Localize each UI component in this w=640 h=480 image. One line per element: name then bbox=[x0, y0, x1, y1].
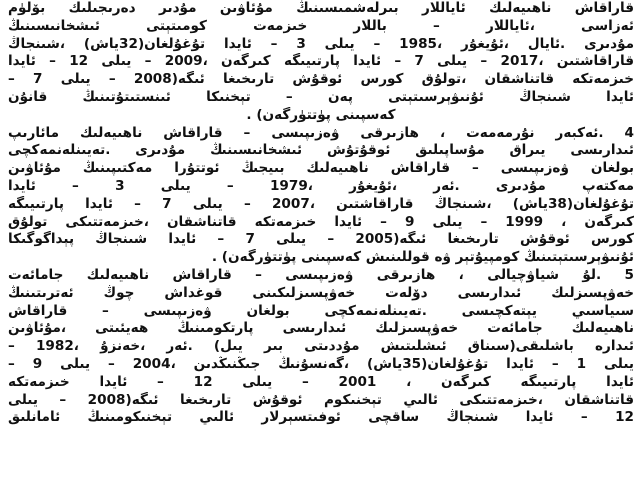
text-line: ئىدارە باشلىقى(سىناق ئىشلىتىش مۇددىتى بىر يىل) .ئەر ،خەنزۇ ،1982 – bbox=[8, 338, 634, 355]
text-line: قاراقاشتىن ،2017 – يىلى 7 – ئايدا پارتىيىگە كىرگەن ،2009 – يىلى 12 – ئايدا bbox=[8, 53, 634, 70]
text-line: 4 .ئەكبەر نۇرمەمەت ، ھازىرقى ۋەزىپىسى – قاراقاش ناھىيەلىك مائارىپ bbox=[8, 124, 634, 141]
text-line: كورس ئوقۇش تارىخىغا ئىگە(2005 – يىلى 7 – ئايدا شىنجاڭ پېداگوگىكا bbox=[8, 231, 634, 248]
text-line: مۇدىرى .ئايال ،ئۇيغۇر ،1985 – يىلى 3 – ئايدا تۇغۇلغان(32ياش) ،شىنجاڭ bbox=[8, 35, 634, 52]
text-line: ناھىيەلىك جامائەت خەۋپسىزلىك ئىدارىسى پارتكومىنىڭ ھەيئىتى ،مۇئاۋىن bbox=[8, 320, 634, 337]
text-line: ئىدارىسى يىراق مۇساپىلىق ئوقۇتۇش ئىشخانىسىنىڭ مۇدىرى .تەيىنلەنمەكچى bbox=[8, 142, 634, 159]
text-line: كەسپىنى پۈتتۈرگەن) . bbox=[246, 106, 396, 123]
text-line: قاراقاش ناھىيەلىك ئاياللار بىرلەشمىسىنىڭ مۇئاۋىن مۇدىر دەرىجىلىك بۆلۈم bbox=[8, 0, 634, 16]
text-line: ئايدا پارتىيىگە كىرگەن ، 2001 – يىلى 12 – ئايدا خىزمەتكە bbox=[8, 373, 634, 390]
text-line: ئايدا شىنجاڭ ئۇنىۋېرسىتېتى پەن – تېخنىكا ئىنستىتۇتىنىڭ قانۇن bbox=[8, 88, 634, 105]
text-line: ئەزاسى ،ئاياللار – باللار خىزمەت كومىتېتى ئىشخانىسىنىڭ bbox=[8, 17, 634, 34]
text-line: خىزمەتكە قاتناشقان ،تولۇق كورس ئوقۇش تارىخىغا ئىگە(2008 – يىلى 7 – bbox=[8, 71, 634, 88]
text-line: 12 – ئايدا شىنجاڭ ساقچى ئوفىتسېرلار ئالىي تېخنىكومىنىڭ ئامانلىق bbox=[8, 409, 634, 426]
text-line: مەكتەپ مۇدىرى .ئەر ،ئۇيغۇر ،1979 – يىلى 3 – ئايدا bbox=[8, 177, 634, 194]
text-line: يىلى 1 – ئايدا تۇغۇلغان(35ياش) ،گەنسۇنىڭ جىڭنىڭدىن ،2004 – يىلى 9 – bbox=[8, 355, 634, 372]
text-line: ئۇنىۋېرسىتېتىنىڭ كومپيۇتېر ۋە قوللىنىش كەسپىنى پۈتتۈرگەن) . bbox=[211, 249, 634, 266]
text-line: بولغان ۋەزىپىسى – قاراقاش ناھىيەلىك بىيجىڭ ئوتتۇرا مەكتىپىنىڭ مۇئاۋىن bbox=[8, 160, 634, 177]
text-line: قاتناشقان ،خىزمەتتىكى ئالىي تېخنىكوم ئوقۇش تارىخىغا ئىگە(2008 – يىلى bbox=[8, 391, 634, 408]
text-line: سىياسىي يېتەكچىسى .تەيىنلەنمەكچى بولغان ۋەزىپىسى – قاراقاش bbox=[8, 302, 634, 319]
text-line: 5 .لۇ شياۋچيالى ، ھازىرقى ۋەزىپىسى – قاراقاش ناھىيەلىك جامائەت bbox=[8, 266, 634, 283]
text-line: كىرگەن ، 1999 – يىلى 9 – ئايدا خىزمەتكە قاتناشقان ،خىزمەتتىكى تولۇق bbox=[8, 213, 634, 230]
text-line: خەۋپسىزلىك ئىدارىسى دۆلەت خەۋپسىزلىكىنى قوغداش چوڭ ئەترىتىنىڭ bbox=[8, 284, 634, 301]
text-line: تۇغۇلغان(38ياش) ،شىنجاڭ قاراقاشتىن ،2007 – يىلى 7 – ئايدا پارتىيىگە bbox=[8, 195, 634, 212]
